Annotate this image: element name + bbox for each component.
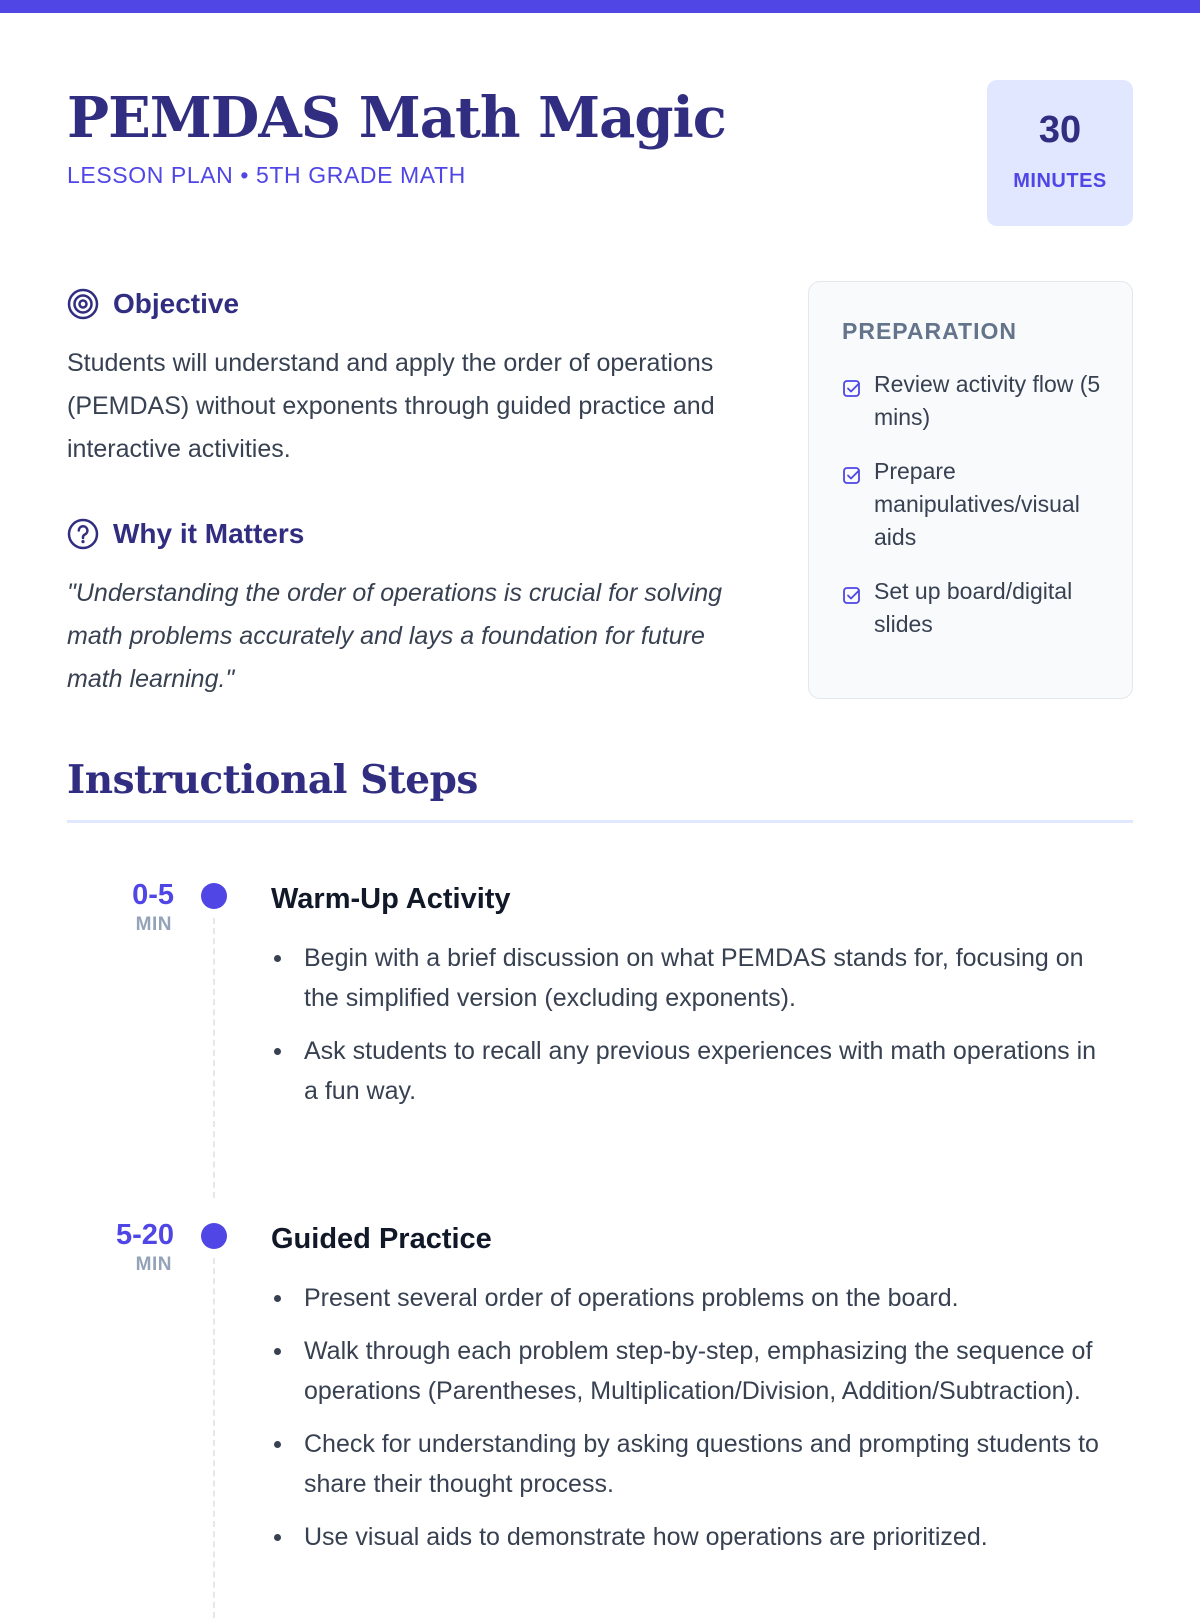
target-icon [67,288,99,320]
checkbox-icon [842,582,862,602]
step-bullet-text: Use visual aids to demonstrate how operations are prioritized. [304,1523,988,1551]
bullet-icon [274,1295,281,1302]
lesson-header [67,80,1133,230]
step-bullet-list [271,1278,1101,1570]
duration-unit: MINUTES [1013,170,1107,192]
step-bullet-list [271,938,1101,1124]
bullet-icon [274,1048,281,1055]
bullet-icon [274,1348,281,1355]
timeline-line [213,1258,215,1618]
preparation-item [842,368,1112,434]
preparation-title: PREPARATION [842,318,1017,344]
objective-text: Students will understand and apply the order of operations (PEMDAS) without exponents through guided practice and interactive activities. [67,349,715,463]
preparation-item [842,575,1112,641]
step-bullet [271,1424,1101,1504]
top-accent-bar [0,0,1200,13]
step-bullet-text: Walk through each problem step-by-step, emphasizing the sequence of operations (Parentheses, Multiplication/Division, Addition/Subtraction). [304,1337,1093,1405]
step-bullet [271,1278,1101,1318]
preparation-item-label: Prepare manipulatives/visual aids [874,458,1080,550]
step-time-range: 5-20 [115,1219,174,1251]
step-time-unit: MIN [135,914,172,935]
bullet-icon [274,1534,281,1541]
preparation-item [842,455,1112,554]
step-bullet-text: Begin with a brief discussion on what PEMDAS stands for, focusing on the simplified version (excluding exponents). [304,944,1084,1012]
step-bullet-text: Check for understanding by asking questions and prompting students to share their thought process. [304,1430,1099,1498]
preparation-card [808,281,1133,699]
timeline-line [213,918,215,1198]
page-subtitle: LESSON PLAN • 5TH GRADE MATH [67,162,466,188]
step-time-unit: MIN [135,1254,172,1275]
checkbox-icon [842,375,862,395]
why-heading [67,517,304,551]
step-time [67,1218,174,1276]
why-heading-label: Why it Matters [113,518,305,549]
step-time-range: 0-5 [132,879,174,911]
step-time [67,878,174,936]
step-title: Warm-Up Activity [271,883,511,915]
step-bullet-text: Ask students to recall any previous experiences with math operations in a fun way. [304,1037,1097,1105]
preparation-item-label: Review activity flow (5 mins) [874,371,1101,430]
timeline-dot [201,1223,227,1249]
checkbox-icon [842,462,862,482]
bullet-icon [274,955,281,962]
duration-value: 30 [1038,109,1082,151]
step-bullet-text: Present several order of operations problems on the board. [304,1284,959,1312]
step-title: Guided Practice [271,1223,492,1255]
duration-badge [987,80,1133,226]
instructional-steps-title: Instructional Steps [67,757,478,803]
bullet-icon [274,1441,281,1448]
timeline-dot [201,883,227,909]
step-bullet [271,938,1101,1018]
preparation-list [842,368,1112,662]
section-divider [67,820,1133,823]
page-title: PEMDAS Math Magic [67,85,726,151]
step-bullet [271,1331,1101,1411]
preparation-item-label: Set up board/digital slides [874,578,1073,637]
step-bullet [271,1517,1101,1557]
question-circle-icon [67,518,99,550]
why-text: "Understanding the order of operations is crucial for solving math problems accurately and lays a foundation for future math learning." [67,579,723,693]
objective-heading [67,287,239,321]
objective-heading-label: Objective [113,288,240,319]
step-bullet [271,1031,1101,1111]
